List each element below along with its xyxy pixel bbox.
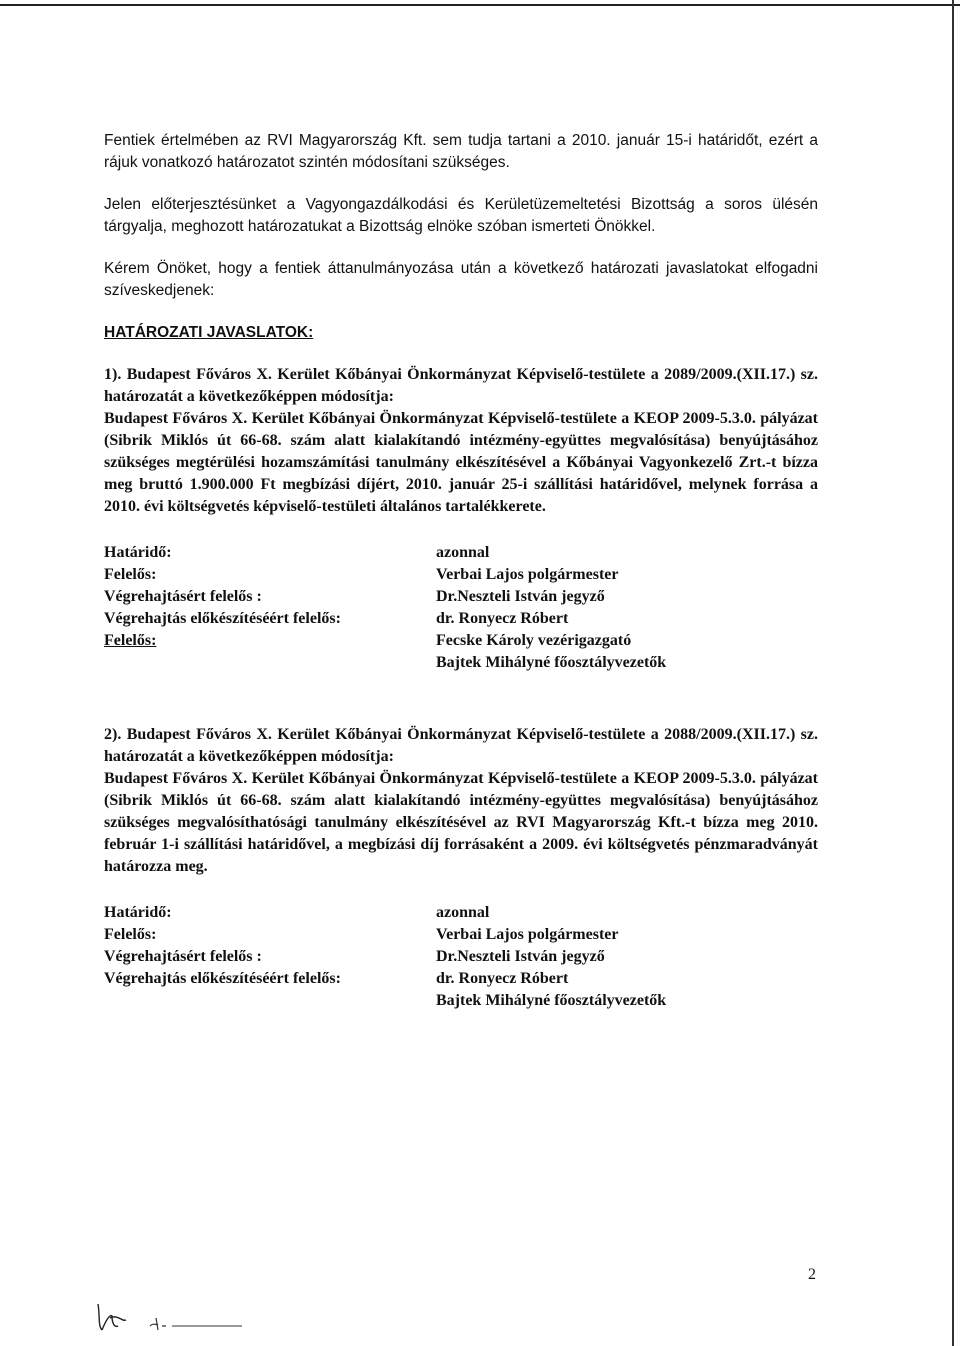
resolution-2 bbox=[104, 724, 818, 1012]
resolution-2-roles bbox=[104, 902, 818, 1012]
role-value: Dr.Neszteli István jegyző bbox=[436, 588, 605, 605]
document-page bbox=[104, 130, 818, 1012]
role-value: dr. Ronyecz Róbert bbox=[436, 610, 569, 627]
intro-paragraph-3: Kérem Önöket, hogy a fentiek áttanulmányozása után a következő határozati javaslatokat elfogadni szíveskedjenek: bbox=[104, 260, 818, 299]
role-label: Végrehajtás előkészítéséért felelős: bbox=[104, 610, 341, 627]
resolution-2-body: Budapest Főváros X. Kerület Kőbányai Önkormányzat Képviselő-testülete a KEOP 2009-5.3.0. pályázat (Sibrik Miklós út 66-68. szám alatt kialakítandó intézmény-együttes megvalósítása) benyújtásához szükséges megvalósíthatósági tanulmány elkészítésével az RVI Magyarország Kft.-t bízza meg 2010. február 1-i szállítási határidővel, a megbízási díj forrásaként a 2009. évi költségvetés pénzmaradványát határozza meg. bbox=[104, 770, 818, 875]
resolution-1-title: 1). Budapest Főváros X. Kerület Kőbányai Önkormányzat Képviselő-testülete a 2089/2009.(XII.17.) sz. határozatát a következőképpen módosítja: bbox=[104, 366, 818, 405]
role-value: Bajtek Mihályné főosztályvezetők bbox=[436, 654, 667, 671]
role-value: Fecske Károly vezérigazgató bbox=[436, 632, 632, 649]
role-label bbox=[104, 652, 436, 674]
role-value: Bajtek Mihályné főosztályvezetők bbox=[436, 992, 667, 1009]
resolutions-heading: HATÁROZATI JAVASLATOK: bbox=[104, 324, 314, 341]
role-label: Felelős: bbox=[104, 632, 157, 649]
role-label: Végrehajtásért felelős : bbox=[104, 948, 262, 965]
role-value: Verbai Lajos polgármester bbox=[436, 566, 619, 583]
role-value: azonnal bbox=[436, 544, 490, 561]
scan-border-right bbox=[952, 0, 954, 1346]
resolution-1 bbox=[104, 364, 818, 674]
role-value: dr. Ronyecz Róbert bbox=[436, 970, 569, 987]
role-label: Végrehajtás előkészítéséért felelős: bbox=[104, 970, 341, 987]
role-label: Végrehajtásért felelős : bbox=[104, 588, 262, 605]
role-value: Dr.Neszteli István jegyző bbox=[436, 948, 605, 965]
page-number: 2 bbox=[808, 1266, 816, 1283]
role-label: Felelős: bbox=[104, 566, 157, 583]
resolution-1-body: Budapest Főváros X. Kerület Kőbányai Önkormányzat Képviselő-testülete a KEOP 2009-5.3.0. pályázat (Sibrik Miklós út 66-68. szám alatt kialakítandó intézmény-együttes megvalósítása) benyújtásához szükséges megtérülési hozamszámítási tanulmány elkészítésével a Kőbányai Vagyonkezelő Zrt.-t bízza meg bruttó 1.900.000 Ft megbízási díjért, 2010. január 25-i szállítási határidővel, melynek forrása a 2010. évi költségvetés képviselő-testületi általános tartalékkerete. bbox=[104, 410, 818, 515]
role-label: Határidő: bbox=[104, 904, 172, 921]
role-label bbox=[104, 990, 436, 1012]
intro-paragraph-1: Fentiek értelmében az RVI Magyarország Kft. sem tudja tartani a 2010. január 15-i határidőt, ezért a rájuk vonatkozó határozatot szintén módosítani szükséges. bbox=[104, 132, 818, 171]
scan-border-top bbox=[0, 4, 960, 6]
role-label: Határidő: bbox=[104, 544, 172, 561]
resolution-2-title: 2). Budapest Főváros X. Kerület Kőbányai Önkormányzat Képviselő-testülete a 2088/2009.(XII.17.) sz. határozatát a következőképpen módosítja: bbox=[104, 726, 818, 765]
role-label: Felelős: bbox=[104, 926, 157, 943]
handwritten-initials-mark bbox=[92, 1296, 252, 1336]
resolution-1-roles bbox=[104, 542, 818, 674]
role-value: Verbai Lajos polgármester bbox=[436, 926, 619, 943]
intro-paragraph-2: Jelen előterjesztésünket a Vagyongazdálkodási és Kerületüzemeltetési Bizottság a soros ülésén tárgyalja, meghozott határozatukat a Bizottság elnöke szóban ismerteti Önökkel. bbox=[104, 196, 818, 235]
role-value: azonnal bbox=[436, 904, 490, 921]
